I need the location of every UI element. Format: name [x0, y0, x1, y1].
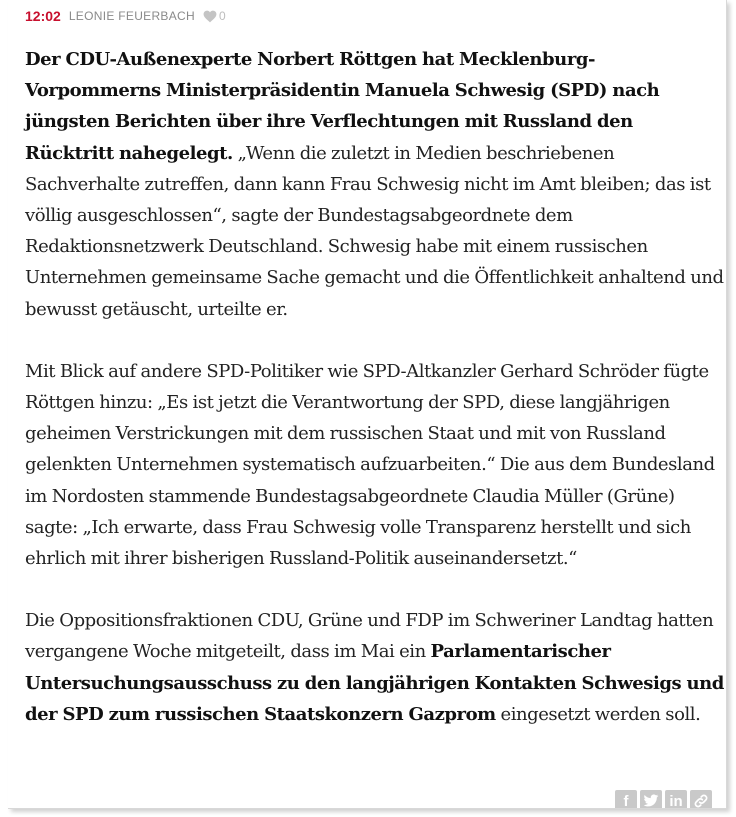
- like-button[interactable]: [203, 9, 226, 23]
- heart-icon: [203, 10, 217, 23]
- linkedin-icon: in: [669, 792, 683, 809]
- entry-author: LEONIE FEUERBACH: [68, 9, 195, 23]
- twitter-icon: [643, 794, 659, 808]
- facebook-icon: f: [623, 792, 629, 809]
- paragraph-2: [25, 356, 725, 574]
- paragraph-3-tail: eingesetzt werden soll.: [495, 703, 701, 725]
- paragraph-2-text: Mit Blick auf andere SPD-Politiker wie SPD-Altkanzler Gerhard Schröder fügte Röttgen hinzu: „Es ist jetzt die Verantwortung der SPD, diese langjährigen geheimen Verstrickungen mit dem russischen Staat und mit von Russland gelenkten Unternehmen systematisch aufzuarbeiten.“ Die aus dem Bundesland im Nordosten stammende Bundestagsabgeordnete Claudia Müller (Grüne) sagte: „Ich erwarte, dass Frau Schwesig volle Transparenz herstellt und sich ehrlich mit ihrer bisherigen Russland-Politik auseinandersetzt.“: [25, 360, 715, 570]
- paragraph-3-text: Die Oppositionsfraktionen CDU, Grüne und FDP im Schweriner Landtag hatten vergangene Woche mitgeteilt, dass im Mai ein: [25, 610, 714, 663]
- share-bar: [615, 790, 712, 809]
- paragraph-3: [25, 605, 725, 730]
- paragraph-3-highlight: Parlamentarischer Untersuchungsausschuss zu den langjährigen Kontakten Schwesigs und der SPD zum russischen Staatskonzern Gazprom: [25, 641, 724, 725]
- twitter-share-button[interactable]: [640, 790, 662, 809]
- liveblog-entry: [8, 0, 727, 809]
- linkedin-share-button[interactable]: [665, 790, 687, 809]
- paragraph-1: [25, 44, 725, 325]
- entry-meta: [25, 6, 226, 26]
- paragraph-1-lead: Der CDU-Außenexperte Norbert Röttgen hat Mecklenburg-Vorpommerns Ministerpräsidentin Manuela Schwesig (SPD) nach jüngsten Berichten über ihre Verflechtungen mit Russland den Rücktritt nahegelegt.: [25, 49, 660, 164]
- entry-time: 12:02: [25, 8, 61, 24]
- link-icon: [693, 793, 709, 809]
- article-body: [25, 44, 725, 761]
- paragraph-1-text: „Wenn die zuletzt in Medien beschriebenen Sachverhalte zutreffen, dann kann Frau Schwesig nicht im Amt bleiben; das ist völlig ausgeschlossen“, sagte der Bundestagsabgeordnete dem Redaktionsnetzwerk Deutschland. Schwesig habe mit einem russischen Unternehmen gemeinsame Sache gemacht und die Öffentlichkeit anhaltend und bewusst getäuscht, urteilte er.: [25, 142, 724, 320]
- facebook-share-button[interactable]: [615, 790, 637, 809]
- like-count: 0: [218, 9, 226, 23]
- copy-link-button[interactable]: [690, 790, 712, 809]
